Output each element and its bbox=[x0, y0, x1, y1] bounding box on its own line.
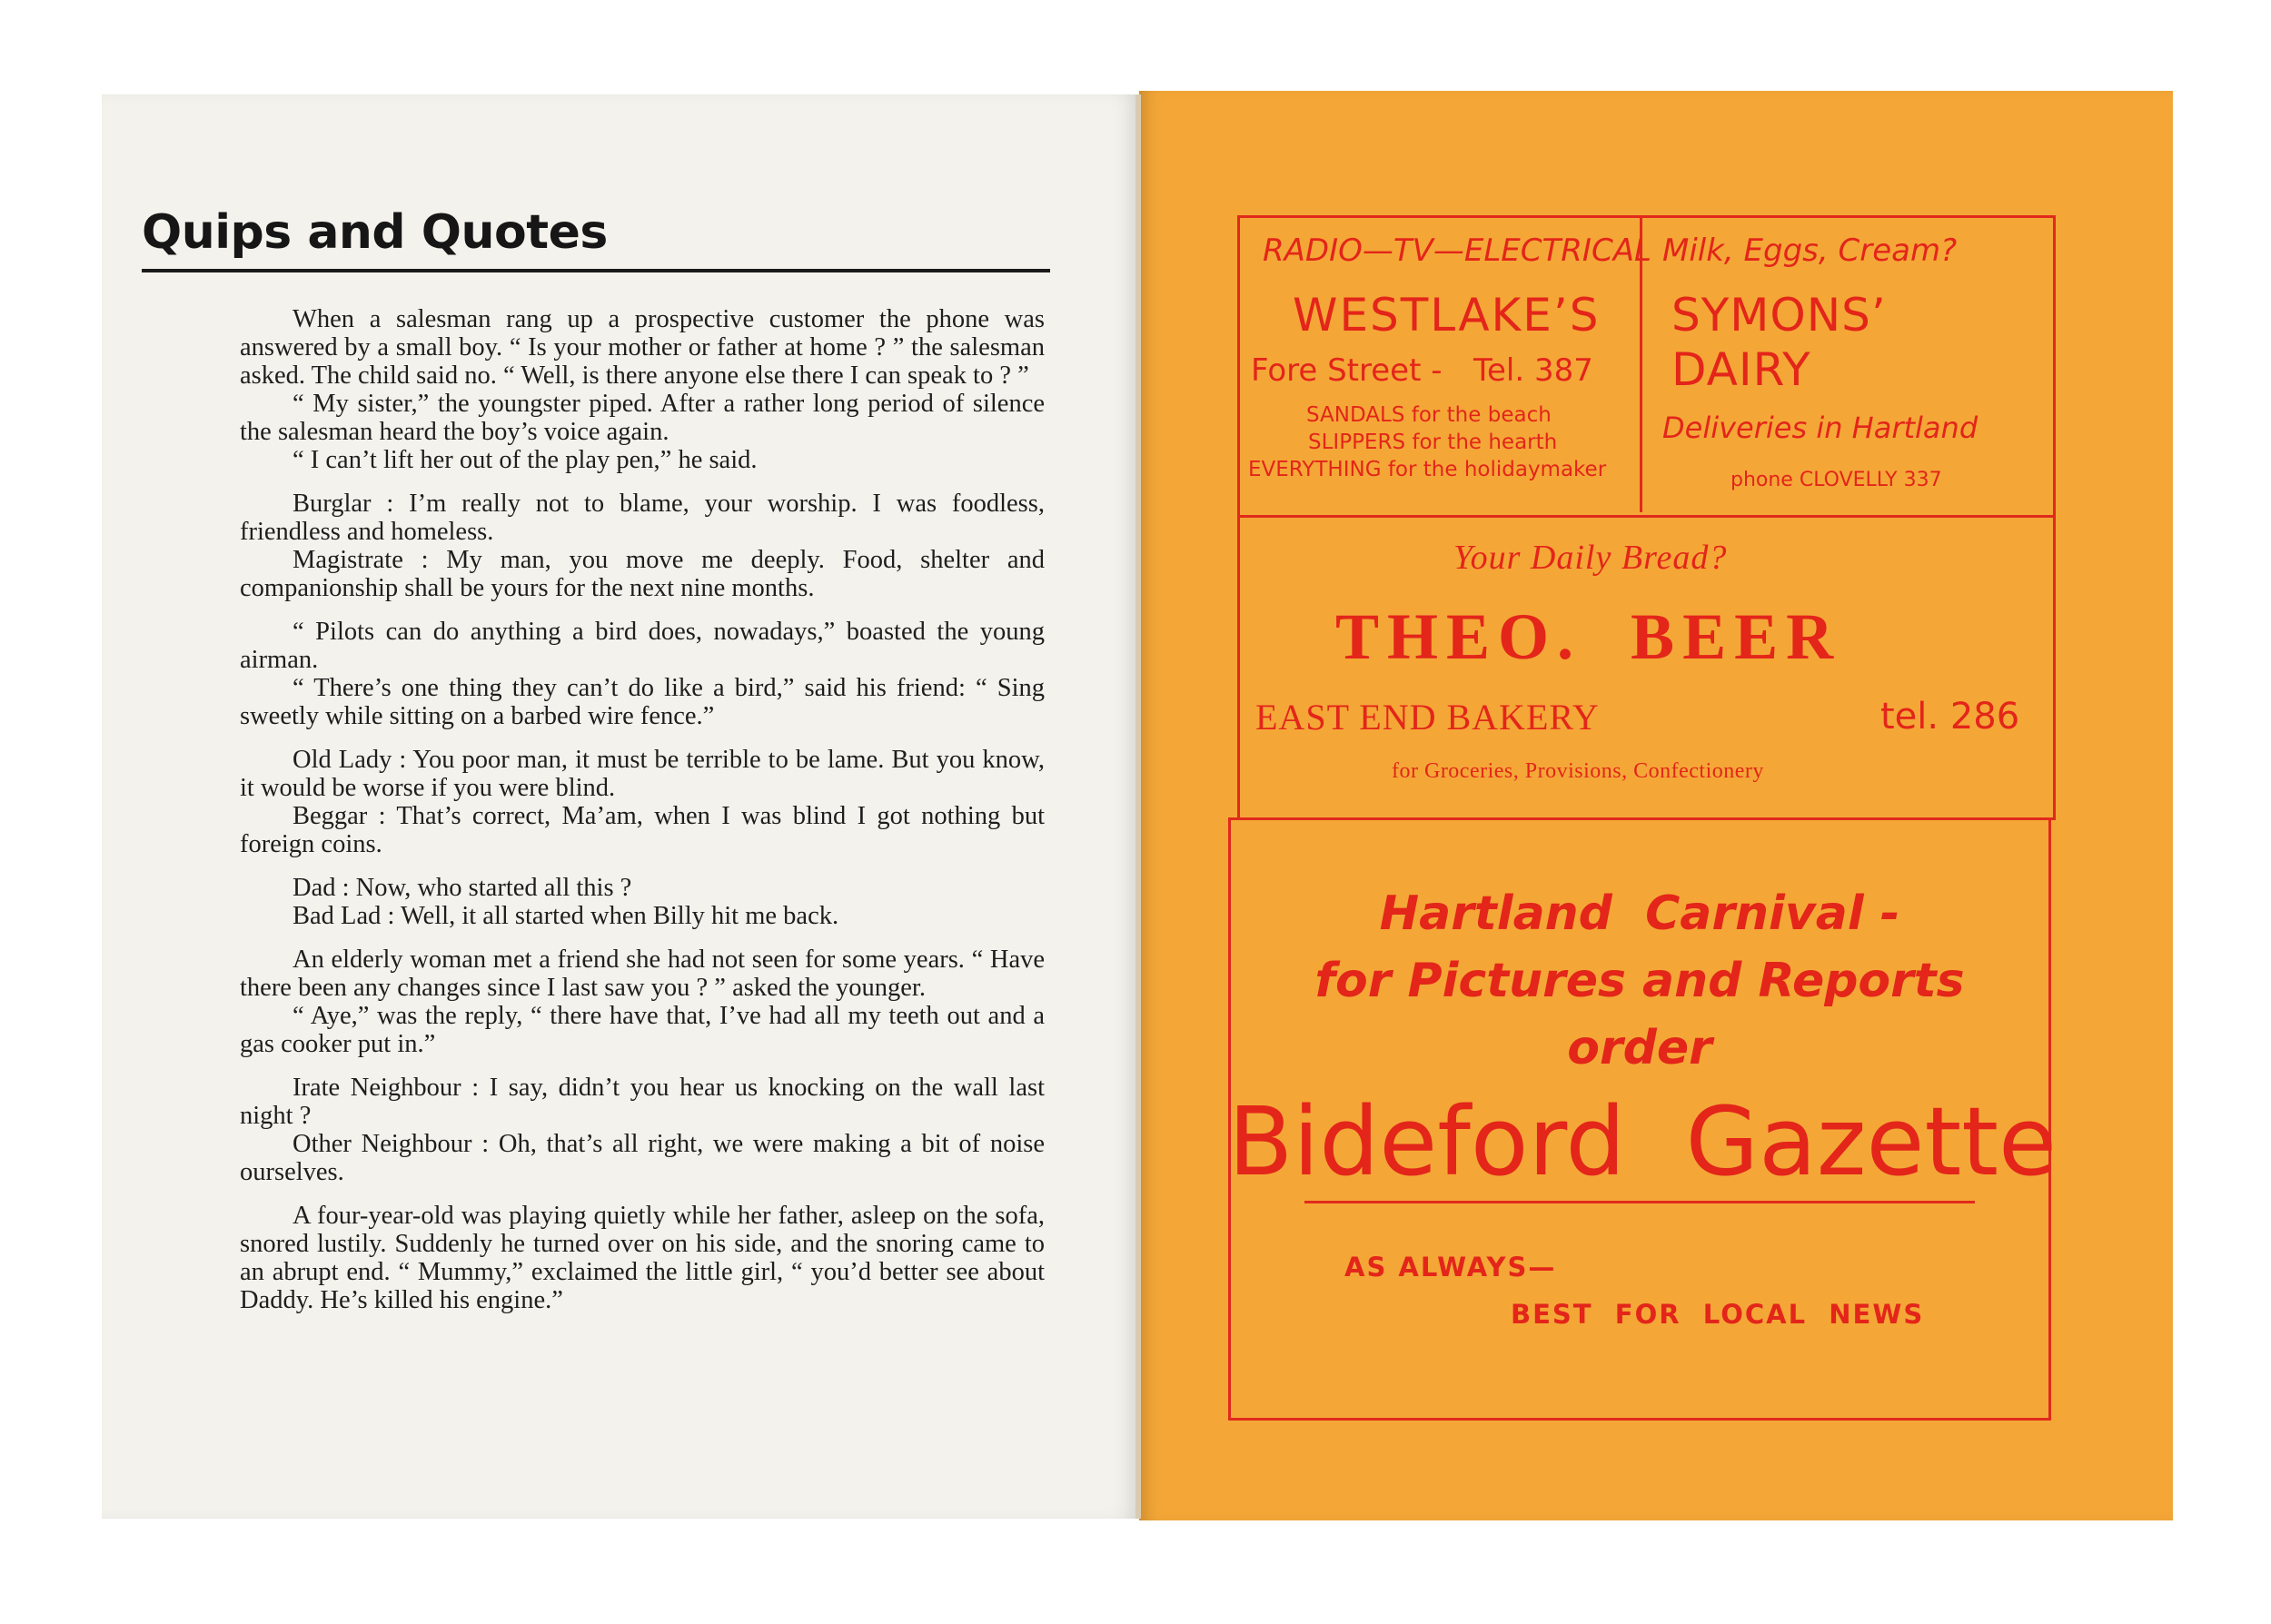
quip-paragraph: “ There’s one thing they can’t do like a bird,” said his friend: “ Sing sweetly while sitting on a barbed wire fence.” bbox=[240, 674, 1045, 730]
westlakes-tel: Tel. 387 bbox=[1473, 352, 1593, 389]
westlakes-category: RADIO—TV—ELECTRICAL bbox=[1263, 233, 1651, 269]
quip-paragraph: A four-year-old was playing quietly while her father, asleep on the sofa, snored lustily. Suddenly he turned over on his side, and the snoring came to an abrupt end. “ Mummy,” exclaimed the little girl, “ you’d better see about Daddy. He’s killed his engine.” bbox=[240, 1202, 1045, 1314]
symons-phone: phone CLOVELLY 337 bbox=[1731, 469, 1942, 491]
bakery-tel: tel. 286 bbox=[1880, 696, 2020, 738]
quip-paragraph: When a salesman rang up a prospective customer the phone was answered by a small boy. “ Is your mother or father at home ? ” the salesman asked. The child said no. “ Well, is there anyone else there I can speak to ? ” bbox=[240, 305, 1045, 390]
gazette-line: Hartland Carnival - bbox=[1379, 886, 1900, 941]
symons-deliveries: Deliveries in Hartland bbox=[1662, 411, 1978, 445]
bakery-name: THEO. BEER bbox=[1335, 600, 1842, 673]
symons-dairy: DAIRY bbox=[1671, 343, 1811, 396]
gazette-line: for Pictures and Reports bbox=[1314, 954, 1965, 1008]
quip-paragraph: Beggar : That’s correct, Ma’am, when I was blind I got nothing but foreign coins. bbox=[240, 802, 1045, 858]
gazette-rule bbox=[1304, 1201, 1975, 1203]
title-rule bbox=[142, 269, 1050, 272]
westlakes-tagline: SANDALS for the beach bbox=[1306, 403, 1552, 427]
gazette-always: AS ALWAYS— bbox=[1344, 1252, 1557, 1282]
page-title: Quips and Quotes bbox=[142, 205, 608, 260]
quip-paragraph: Bad Lad : Well, it all started when Billy hit me back. bbox=[293, 902, 839, 930]
quip-paragraph: “ Aye,” was the reply, “ there have that, I’ve had all my teeth out and a gas cooker put in.” bbox=[240, 1002, 1045, 1058]
westlakes-tagline: EVERYTHING for the holidaymaker bbox=[1248, 458, 1607, 481]
quip-paragraph: “ Pilots can do anything a bird does, nowadays,” boasted the young airman. bbox=[240, 618, 1045, 674]
quip-paragraph: Old Lady : You poor man, it must be terrible to be lame. But you know, it would be worse if you were blind. bbox=[240, 746, 1045, 802]
quip-paragraph: Irate Neighbour : I say, didn’t you hear us knocking on the wall last night ? bbox=[240, 1074, 1045, 1130]
quips-body bbox=[240, 305, 1045, 1314]
bakery-goods: for Groceries, Provisions, Confectionery bbox=[1392, 759, 1764, 783]
quip-paragraph: “ I can’t lift her out of the play pen,” he said. bbox=[293, 446, 758, 474]
quip-paragraph: Magistrate : My man, you move me deeply. Food, shelter and companionship shall be yours for the next nine months. bbox=[240, 546, 1045, 602]
quip-paragraph: Dad : Now, who started all this ? bbox=[293, 874, 632, 902]
gazette-line: order bbox=[1567, 1021, 1712, 1075]
quip-paragraph: An elderly woman met a friend she had not seen for some years. “ Have there been any changes since I last saw you ? ” asked the younger. bbox=[240, 946, 1045, 1002]
page-gutter bbox=[1136, 94, 1141, 1519]
westlakes-name: WESTLAKE’S bbox=[1293, 289, 1601, 342]
gazette-name: Bideford Gazette bbox=[1228, 1086, 2057, 1197]
quip-paragraph: Burglar : I’m really not to blame, your worship. I was foodless, friendless and homeless. bbox=[240, 490, 1045, 546]
westlakes-tagline: SLIPPERS for the hearth bbox=[1308, 431, 1558, 454]
westlakes-street: Fore Street - bbox=[1251, 352, 1443, 389]
quip-paragraph: Other Neighbour : Oh, that’s all right, we were making a bit of noise ourselves. bbox=[240, 1130, 1045, 1186]
symons-name: SYMONS’ bbox=[1671, 289, 1887, 342]
bakery-subtitle: EAST END BAKERY bbox=[1255, 697, 1600, 738]
quip-paragraph: “ My sister,” the youngster piped. After a rather long period of silence the salesman heard the boy’s voice again. bbox=[240, 390, 1045, 446]
bakery-tagline: Your Daily Bread? bbox=[1453, 539, 1728, 577]
symons-category: Milk, Eggs, Cream? bbox=[1662, 233, 1958, 269]
gazette-best: BEST FOR LOCAL NEWS bbox=[1511, 1299, 1925, 1330]
